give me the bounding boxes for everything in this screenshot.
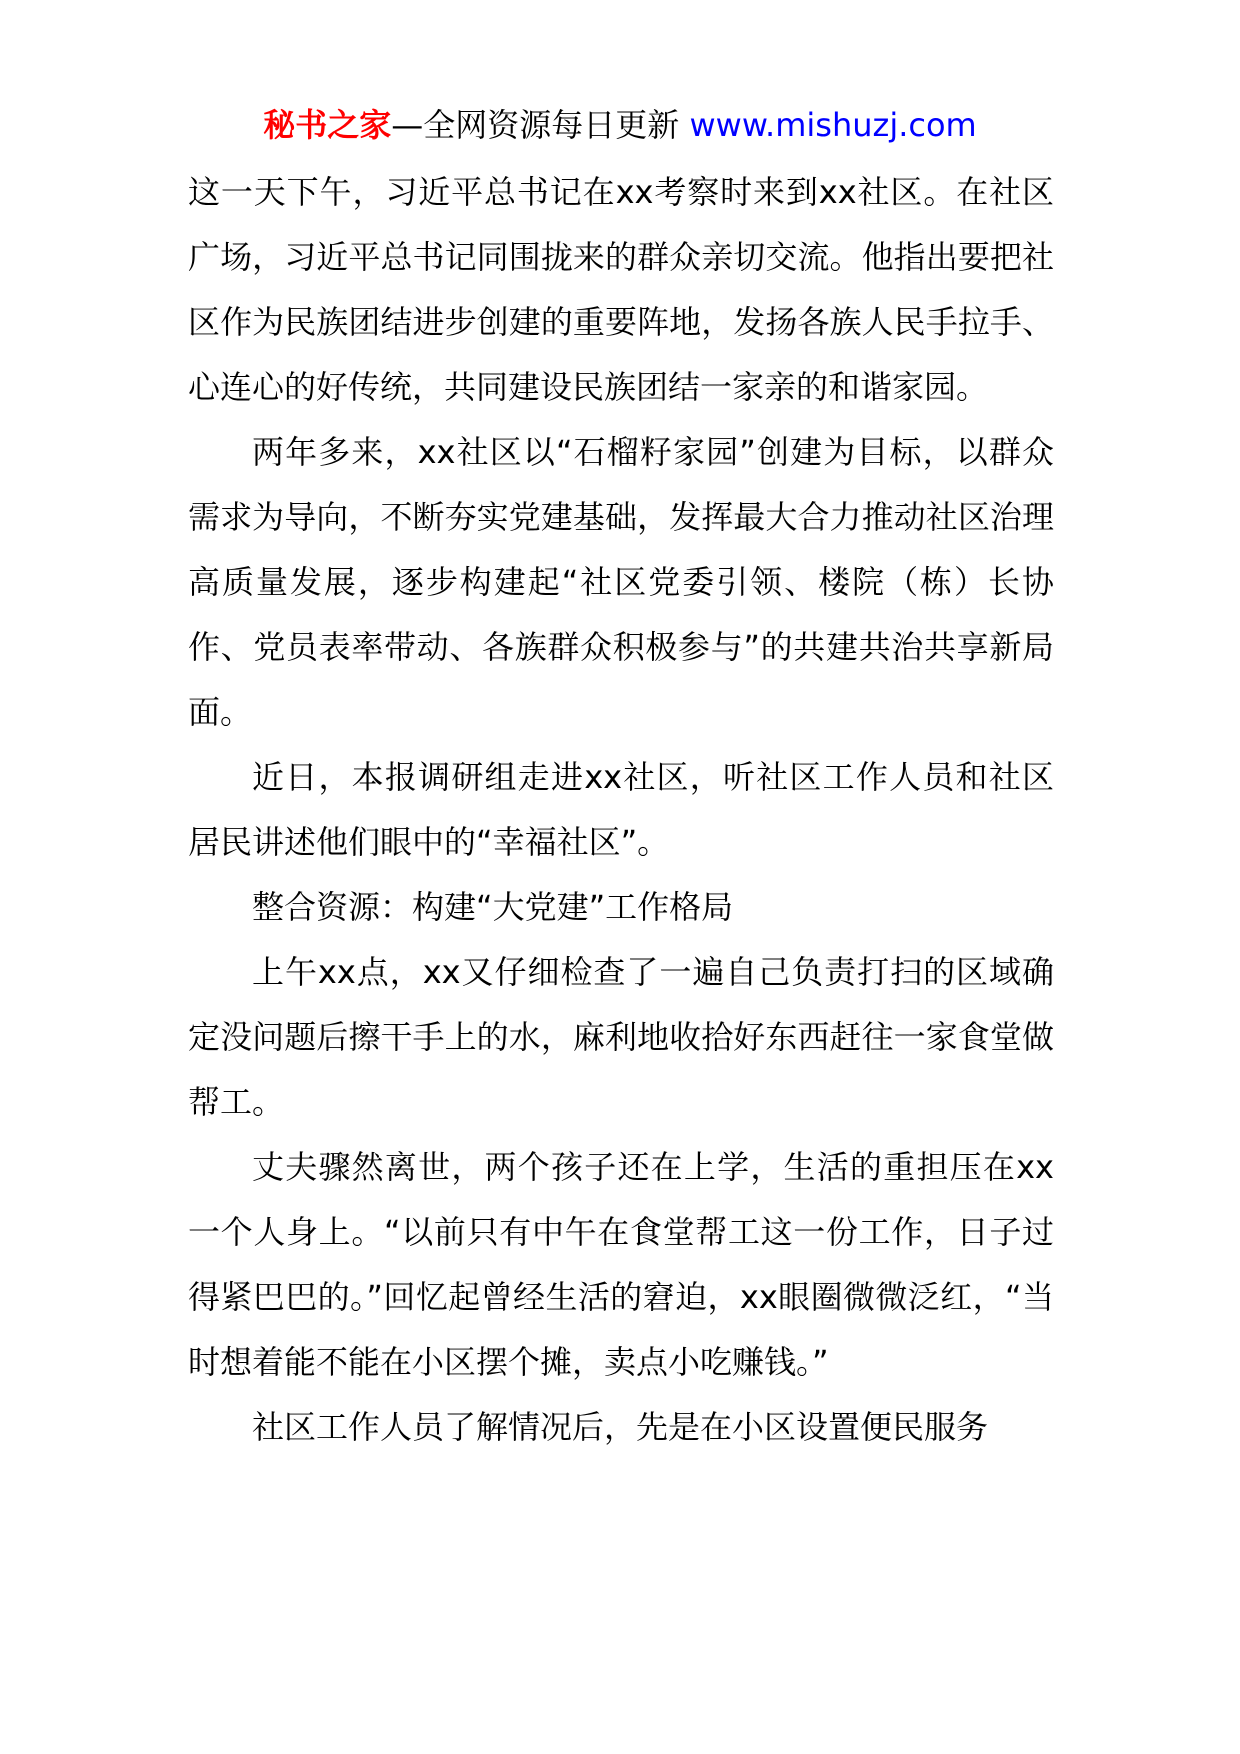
- paragraph: 社区工作人员了解情况后，先是在小区设置便民服务: [252, 1408, 989, 1446]
- paragraph: 两年多来，xx社区以“石榴籽家园”创建为目标，以群众需求为导向，不断夯实党建基础，发挥最大合力推动社区治理高质量发展，逐步构建起“社区党委引领、楼院（栋）长协作、党员表率带动、各族群众积极参与”的共建共治共享新局面。: [188, 433, 1054, 731]
- header-tagline: —全网资源每日更新: [391, 106, 690, 144]
- watermark-header: [0, 100, 1240, 150]
- paragraph: 这一天下午，习近平总书记在xx考察时来到xx社区。在社区广场，习近平总书记同围拢来的群众亲切交流。他指出要把社区作为民族团结进步创建的重要阵地，发扬各族人民手拉手、心连心的好传统，共同建设民族团结一家亲的和谐家园。: [188, 173, 1054, 406]
- section-heading: 整合资源：构建“大党建”工作格局: [252, 888, 734, 926]
- paragraph: 丈夫骤然离世，两个孩子还在上学，生活的重担压在xx一个人身上。“以前只有中午在食堂帮工这一份工作，日子过得紧巴巴的。”回忆起曾经生活的窘迫，xx眼圈微微泛红，“当时想着能不能在小区摆个摊，卖点小吃赚钱。”: [188, 1148, 1054, 1381]
- paragraph: 近日，本报调研组走进xx社区，听社区工作人员和社区居民讲述他们眼中的“幸福社区”。: [188, 758, 1054, 861]
- article-body: [188, 160, 1054, 1460]
- site-url-link[interactable]: www.mishuzj.com: [689, 106, 977, 144]
- brand-name: 秘书之家: [263, 106, 392, 144]
- paragraph: 上午xx点，xx又仔细检查了一遍自己负责打扫的区域确定没问题后擦干手上的水，麻利地收拾好东西赶往一家食堂做帮工。: [188, 953, 1054, 1121]
